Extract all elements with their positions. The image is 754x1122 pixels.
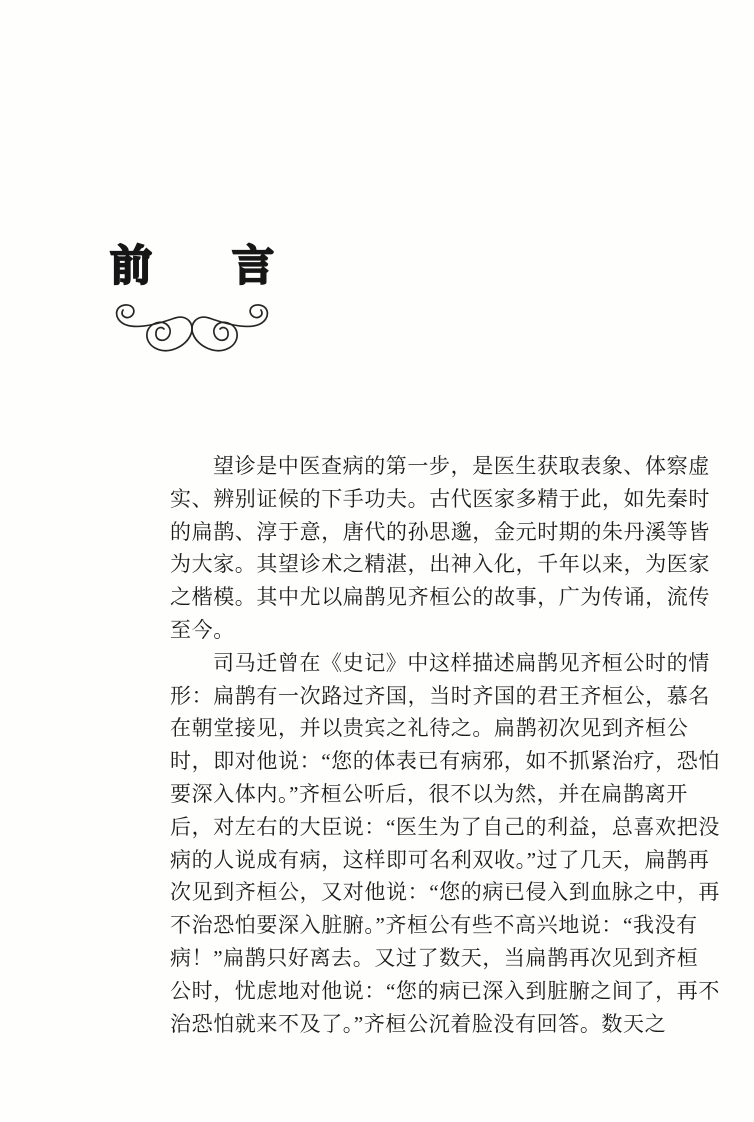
title-char-yan: 言: [232, 241, 275, 290]
text-line: 公时，忧虑地对他说：“您的病已深入到脏腑之间了，再不: [170, 978, 720, 1003]
text-line: 之楷模。其中尤以扁鹊见齐桓公的故事，广为传诵，流传: [170, 585, 710, 610]
text-line: 后，对左右的大臣说：“医生为了自己的利益，总喜欢把没: [170, 814, 720, 839]
scroll-flourish-ornament: [103, 300, 281, 358]
page-title: [110, 240, 274, 292]
text-line: 病！”扁鹊只好离去。又过了数天，当扁鹊再次见到齐桓: [170, 945, 699, 970]
text-line: 为大家。其望诊术之精湛，出神入化，千年以来，为医家: [170, 552, 710, 577]
text-line: 望诊是中医查病的第一步，是医生获取表象、体察虚: [213, 454, 710, 478]
text-line: 次见到齐桓公，又对他说：“您的病已侵入到血脉之中，再: [170, 880, 720, 905]
text-line: 治恐怕就来不及了。”齐桓公沉着脸没有回答。数天之: [170, 1011, 667, 1036]
text-line: 在朝堂接见，并以贵宾之礼待之。扁鹊初次见到齐桓公: [170, 716, 689, 741]
text-line: 形：扁鹊有一次路过齐国，当时齐国的君王齐桓公，慕名: [170, 683, 710, 708]
title-char-qian: 前: [110, 241, 153, 290]
text-line: 病的人说成有病，这样即可名利双收。”过了几天，扁鹊再: [170, 847, 710, 872]
text-line: 时，即对他说：“您的体表已有病邪，如不抓紧治疗，恐怕: [170, 749, 720, 774]
text-line: 司马迁曾在《史记》中这样描述扁鹊见齐桓公时的情: [213, 650, 710, 675]
text-line: 不治恐怕要深入脏腑。”齐桓公有些不高兴地说：“我没有: [170, 913, 698, 938]
text-line: 至今。: [170, 617, 235, 642]
text-line: 实、辨别证候的下手功夫。古代医家多精于此，如先秦时: [170, 486, 710, 511]
body-text: [170, 450, 720, 1040]
text-line: 的扁鹊、淳于意，唐代的孙思邈，金元时期的朱丹溪等皆: [170, 519, 710, 544]
text-line: 要深入体内。”齐桓公听后，很不以为然，并在扁鹊离开: [170, 781, 688, 806]
